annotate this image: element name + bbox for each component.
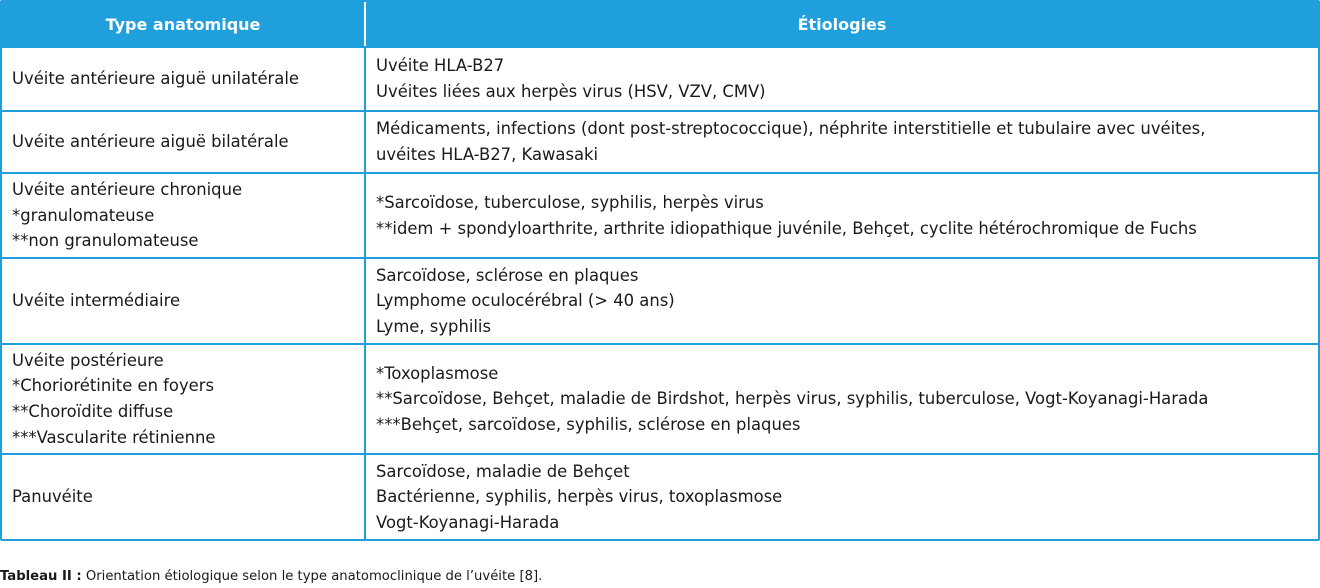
type-line: Uvéite antérieure chronique: [12, 180, 243, 200]
type-cell: [2, 172, 366, 257]
type-cell: [2, 46, 366, 110]
caption-text: Orientation étiologique selon le type anatomoclinique de l’uvéite [8].: [81, 569, 543, 584]
table-row: [2, 257, 1318, 343]
type-line: Uvéite antérieure aiguë bilatérale: [12, 132, 289, 152]
etiology-cell: [366, 172, 1318, 257]
etiology-line: *Toxoplasmose: [376, 363, 499, 383]
type-cell: [2, 257, 366, 343]
type-cell: [2, 110, 366, 172]
etiology-cell: [366, 110, 1318, 172]
type-line: Uvéite antérieure aiguë unilatérale: [12, 69, 299, 89]
etiology-line: Bactérienne, syphilis, herpès virus, toxoplasmose: [376, 487, 783, 507]
etiology-cell: [366, 46, 1318, 110]
type-line: Panuvéite: [12, 487, 93, 507]
etiology-line: ***Behçet, sarcoïdose, syphilis, sclérose en plaques: [376, 414, 801, 434]
header-etiologies: Étiologies: [366, 2, 1318, 46]
caption-label: Tableau II :: [0, 569, 82, 584]
table-header-row: [2, 2, 1318, 46]
type-line: **non granulomateuse: [12, 231, 199, 251]
etiology-line: Médicaments, infections (dont post-streptococcique), néphrite interstitielle et tubulaire avec uvéites,: [376, 119, 1206, 139]
header-type-anatomique: Type anatomique: [2, 2, 366, 46]
etiology-cell: [366, 343, 1318, 453]
table-row: [2, 46, 1318, 110]
table-caption: [0, 568, 542, 585]
type-cell: [2, 343, 366, 453]
etiology-line: **idem + spondyloarthrite, arthrite idiopathique juvénile, Behçet, cyclite hétérochromique de Fuchs: [376, 218, 1197, 238]
type-line: **Choroïdite diffuse: [12, 402, 174, 421]
table-row: [2, 110, 1318, 172]
type-line: *Choriorétinite en foyers: [12, 376, 215, 396]
table-row: [2, 172, 1318, 257]
table-row: [2, 453, 1318, 539]
etiology-cell: [366, 257, 1318, 343]
etiology-line: uvéites HLA-B27, Kawasaki: [376, 145, 599, 164]
etiology-line: Lyme, syphilis: [376, 316, 492, 336]
type-line: ***Vascularite rétinienne: [12, 427, 216, 447]
etiology-line: *Sarcoïdose, tuberculose, syphilis, herpès virus: [376, 192, 764, 212]
etiology-line: Vogt-Koyanagi-Harada: [376, 512, 560, 532]
etiology-line: Lymphome oculocérébral (> 40 ans): [376, 291, 675, 311]
type-cell: [2, 453, 366, 539]
etiology-line: Uvéite HLA-B27: [376, 56, 505, 76]
etiology-line: Sarcoïdose, maladie de Behçet: [376, 461, 630, 481]
etiology-cell: [366, 453, 1318, 539]
type-line: Uvéite intermédiaire: [12, 291, 181, 311]
etiology-line: Uvéites liées aux herpès virus (HSV, VZV, CMV): [376, 82, 766, 101]
type-line: Uvéite postérieure: [12, 350, 164, 370]
etiology-line: **Sarcoïdose, Behçet, maladie de Birdshot, herpès virus, syphilis, tuberculose, Vogt-Koyanagi-Harada: [376, 389, 1209, 409]
type-line: *granulomateuse: [12, 205, 155, 225]
table-row: [2, 343, 1318, 453]
etiology-line: Sarcoïdose, sclérose en plaques: [376, 265, 639, 285]
